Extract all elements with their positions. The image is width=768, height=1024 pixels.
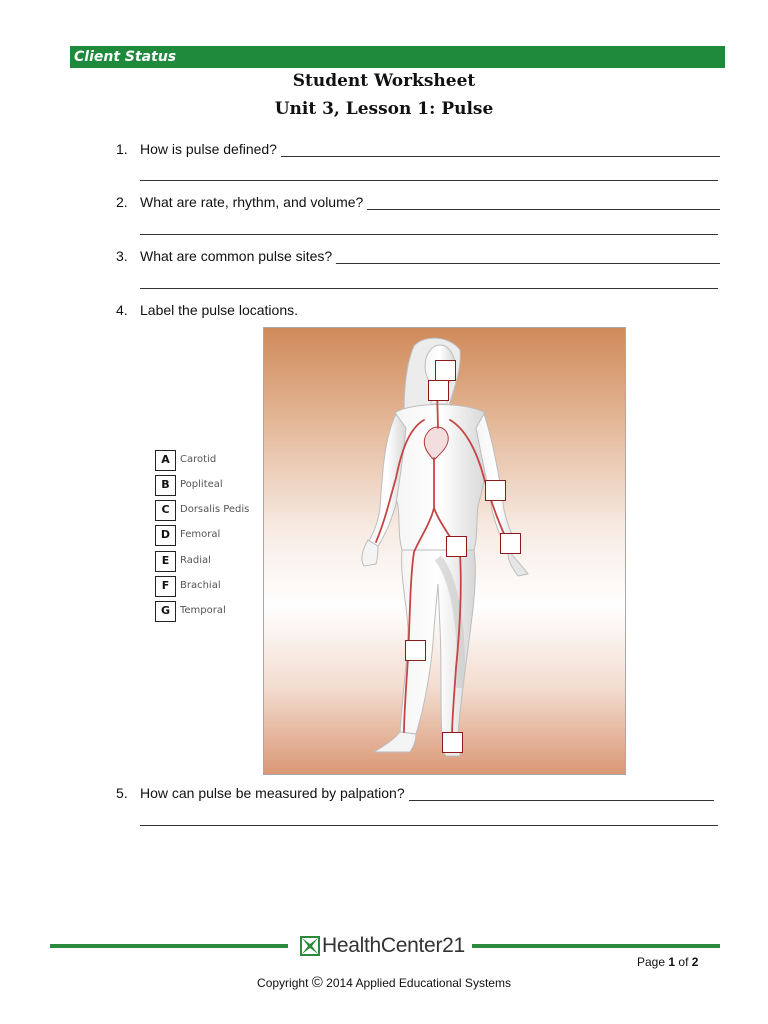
legend-key: F xyxy=(155,576,176,597)
question-number: 2. xyxy=(116,194,128,210)
copyright-notice xyxy=(0,974,768,991)
page-current: 1 xyxy=(668,955,676,969)
question-number: 1. xyxy=(116,141,128,157)
label-box-brachial[interactable] xyxy=(485,480,506,501)
question-number: 4. xyxy=(116,302,128,318)
legend-item xyxy=(155,601,265,623)
answer-line[interactable] xyxy=(140,825,718,826)
lesson-title: Unit 3, Lesson 1: Pulse xyxy=(274,99,494,119)
label-box-femoral[interactable] xyxy=(446,536,467,557)
banner-label: Client Status xyxy=(74,49,177,65)
question-2 xyxy=(116,194,720,214)
question-3 xyxy=(116,248,720,268)
question-5 xyxy=(116,785,720,805)
copyright-icon: © xyxy=(311,974,323,991)
page-number xyxy=(637,955,698,969)
cross-arrows-icon xyxy=(300,936,320,956)
legend-key: A xyxy=(155,450,176,471)
page-total: 2 xyxy=(691,955,699,969)
legend-label: Radial xyxy=(180,555,211,566)
legend-key: C xyxy=(155,500,176,521)
question-1 xyxy=(116,141,720,161)
legend-label: Femoral xyxy=(180,529,221,540)
legend-item xyxy=(155,525,265,547)
legend-item xyxy=(155,475,265,497)
page-prefix: Page xyxy=(637,955,666,969)
question-text: What are common pulse sites? xyxy=(140,248,336,264)
copyright-prefix: Copyright xyxy=(257,976,309,990)
question-text: Label the pulse locations. xyxy=(140,302,302,318)
legend-item xyxy=(155,500,265,522)
footer-divider-right xyxy=(472,944,720,948)
legend-key: B xyxy=(155,475,176,496)
question-number: 3. xyxy=(116,248,128,264)
brand-name: HealthCenter21 xyxy=(322,934,465,957)
legend-key: D xyxy=(155,525,176,546)
legend-item xyxy=(155,576,265,598)
label-box-radial[interactable] xyxy=(500,533,521,554)
answer-line[interactable] xyxy=(140,288,718,289)
legend-label: Brachial xyxy=(180,580,221,591)
legend-key: E xyxy=(155,551,176,572)
client-status-banner xyxy=(70,46,725,68)
label-box-popliteal[interactable] xyxy=(405,640,426,661)
question-4 xyxy=(116,302,720,322)
legend-key: G xyxy=(155,601,176,622)
footer-divider-left xyxy=(50,944,288,948)
legend-label: Carotid xyxy=(180,454,217,465)
answer-line[interactable] xyxy=(140,180,718,181)
healthcenter21-logo xyxy=(300,934,468,958)
answer-line[interactable] xyxy=(140,234,718,235)
label-box-temporal[interactable] xyxy=(435,360,456,381)
page-of: of xyxy=(678,955,689,969)
question-text: How is pulse defined? xyxy=(140,141,281,157)
legend-item xyxy=(155,551,265,573)
worksheet-title: Student Worksheet xyxy=(292,71,476,91)
legend-item xyxy=(155,450,265,472)
label-box-dorsalis-pedis[interactable] xyxy=(442,732,463,753)
question-number: 5. xyxy=(116,785,128,801)
copyright-text: 2014 Applied Educational Systems xyxy=(326,976,511,990)
legend-label: Temporal xyxy=(180,605,226,616)
question-text: How can pulse be measured by palpation? xyxy=(140,785,409,801)
question-text: What are rate, rhythm, and volume? xyxy=(140,194,367,210)
legend-label: Popliteal xyxy=(180,479,223,490)
legend-label: Dorsalis Pedis xyxy=(180,504,250,515)
label-box-carotid[interactable] xyxy=(428,380,449,401)
